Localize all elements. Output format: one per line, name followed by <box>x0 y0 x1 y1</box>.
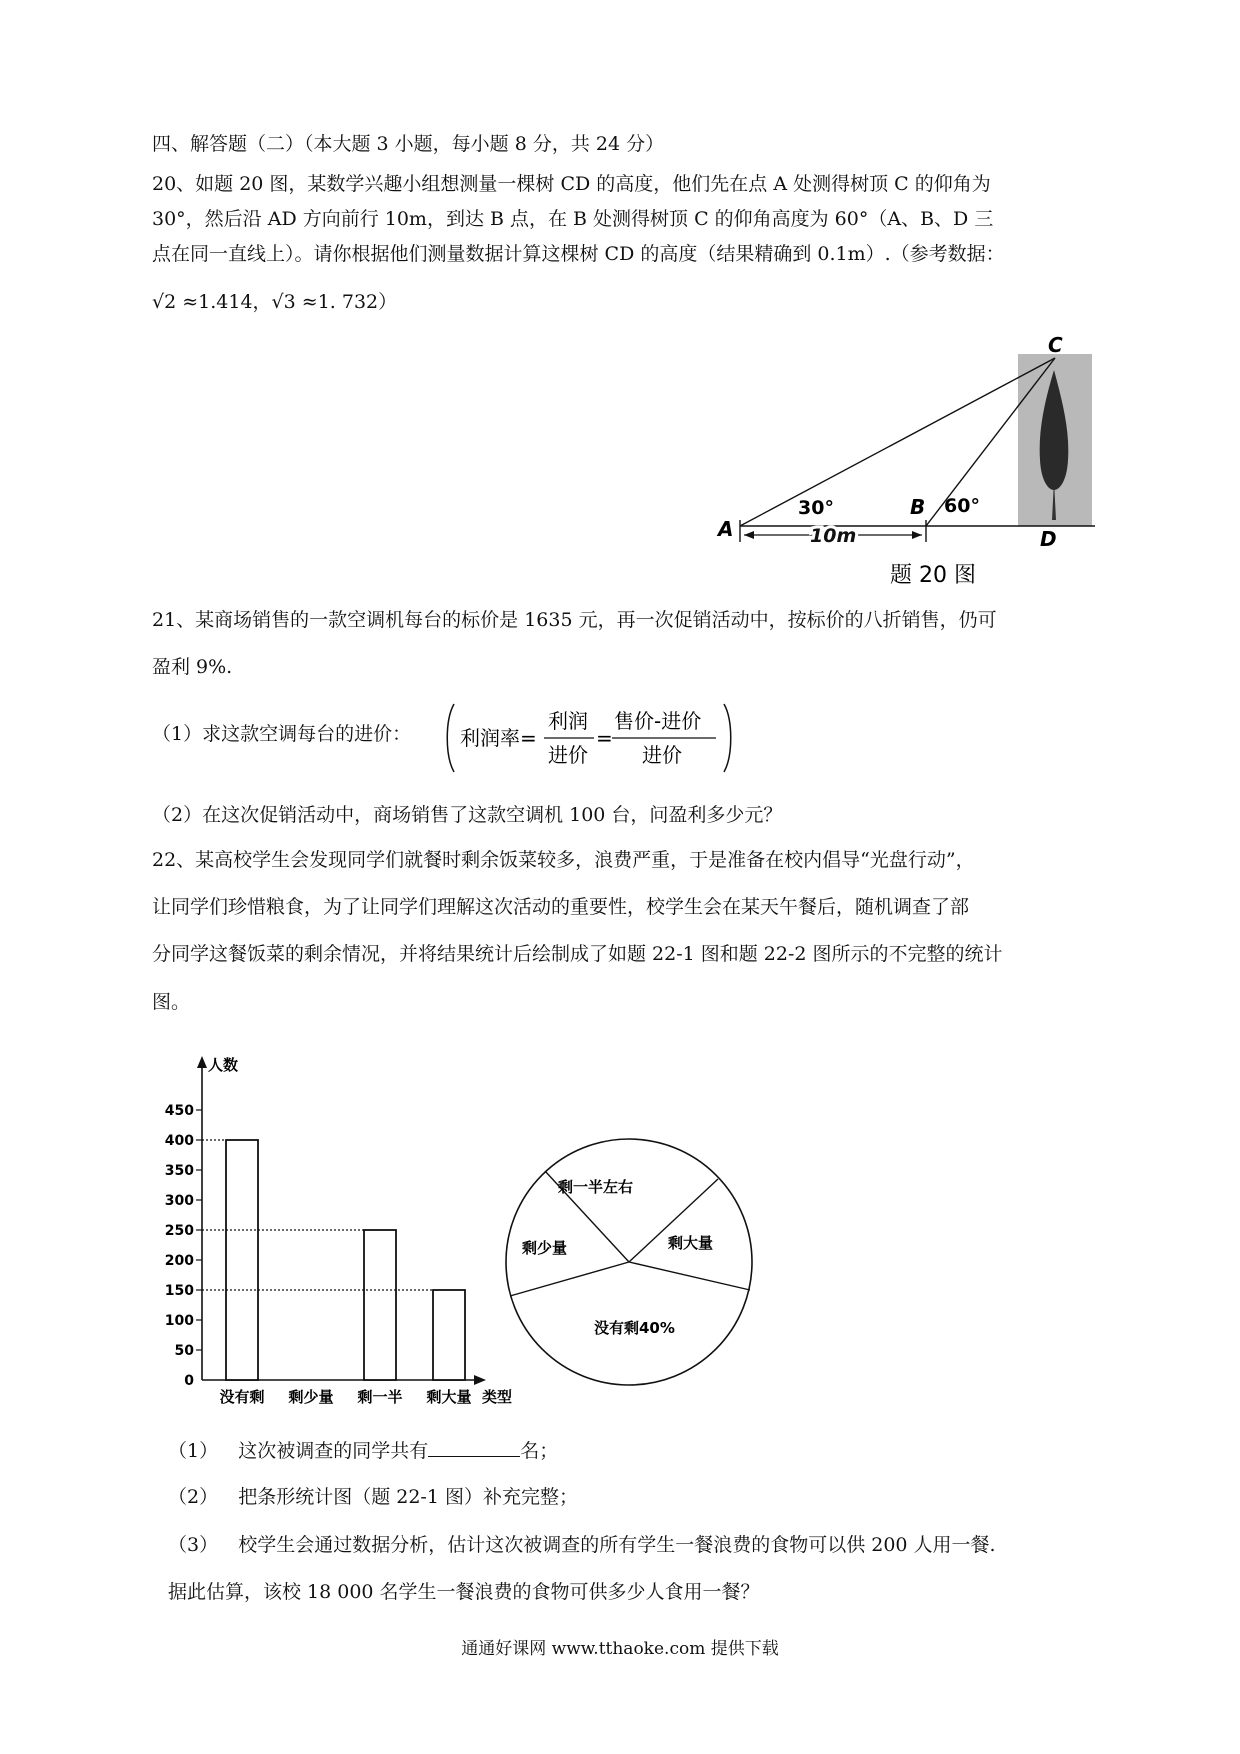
y-tick-label: 350 <box>164 1163 194 1179</box>
y-tick-label: 150 <box>164 1283 194 1299</box>
q21-line-1: 21、某商场销售的一款空调机每台的标价是 1635 元，再一次促销活动中，按标价的八折销售，仍可 <box>152 609 997 631</box>
label-d: D <box>1040 527 1057 551</box>
q22-line-2: 让同学们珍惜粮食，为了让同学们理解这次活动的重要性，校学生会在某天午餐后，随机调查了部 <box>152 896 970 918</box>
pie-label-large: 剩大量 <box>668 1234 714 1252</box>
q22-sub3-text: 校学生会通过数据分析，估计这次被调查的所有学生一餐浪费的食物可以供 200 人用一餐. <box>238 1534 996 1556</box>
formula-den1: 进价 <box>548 743 588 767</box>
pie-divider-3 <box>629 1262 750 1290</box>
q22-sub2-text: 把条形统计图（题 22-1 图）补充完整； <box>238 1486 578 1508</box>
q20-line-1: 20、如题 20 图，某数学兴趣小组想测量一棵树 CD 的高度，他们先在点 A 处测得树顶 C 的仰角为 <box>152 173 991 195</box>
q22-sub1-post: 名； <box>520 1440 559 1462</box>
y-tick-label: 250 <box>164 1223 194 1239</box>
x-tick-label: 剩一半 <box>357 1388 403 1406</box>
y-tick-label: 400 <box>164 1133 194 1149</box>
pie-label-none: 没有剩40% <box>594 1319 675 1337</box>
right-paren <box>724 704 731 772</box>
x-tick-label: 剩大量 <box>426 1388 472 1406</box>
q22-sub1-pre: 这次被调查的同学共有 <box>238 1440 429 1462</box>
y-tick-label: 100 <box>164 1313 194 1329</box>
y-tick-label: 50 <box>174 1343 194 1359</box>
pie-chart <box>500 1130 770 1405</box>
label-b: B <box>910 495 926 519</box>
sight-line-a <box>740 358 1055 526</box>
formula-den2: 进价 <box>642 743 682 767</box>
q22-sub2 <box>168 1485 578 1509</box>
q22-sub3-cont: 据此估算，该校 18 000 名学生一餐浪费的食物可供多少人食用一餐？ <box>168 1581 760 1603</box>
y-tick-label: 300 <box>164 1193 194 1209</box>
formula-lhs: 利润率= <box>460 726 537 750</box>
profit-formula <box>444 700 734 776</box>
label-a: A <box>718 517 734 541</box>
y-axis-arrow <box>197 1056 207 1068</box>
q20-line-3: 点在同一直线上）。请你根据他们测量数据计算这棵树 CD 的高度（结果精确到 0.1m）.（参考数据： <box>152 243 1005 265</box>
y-tick-label: 0 <box>184 1373 194 1389</box>
q21-part-1: （1）求这款空调每台的进价： <box>152 723 412 745</box>
formula-num1: 利润 <box>548 709 588 733</box>
q22-sub3-num: （3） <box>168 1534 219 1556</box>
bar <box>364 1230 396 1380</box>
x-axis-arrow <box>474 1375 486 1385</box>
formula-eq: = <box>596 726 613 750</box>
q21-line-2: 盈利 9%. <box>152 656 233 678</box>
q22-line-3: 分同学这餐饭菜的剩余情况，并将结果统计后绘制成了如题 22-1 图和题 22-2 图所示的不完整的统计 <box>152 943 1003 965</box>
pie-divider-4 <box>510 1262 629 1296</box>
label-c: C <box>1048 333 1063 357</box>
q22-line-4: 图。 <box>152 991 191 1013</box>
q22-sub1 <box>168 1438 558 1463</box>
q22-sub1-num: （1） <box>168 1440 219 1462</box>
q20-figure <box>700 330 1120 592</box>
y-tick-label: 450 <box>164 1103 194 1119</box>
y-axis-label: 人数 <box>208 1056 239 1074</box>
q20-line-4: √2 ≈1.414，√3 ≈1. 732） <box>152 291 398 313</box>
pie-label-small: 剩少量 <box>522 1239 568 1257</box>
angle-b-label: 60° <box>944 495 980 517</box>
y-tick-label: 200 <box>164 1253 194 1269</box>
footer: 通通好课网 www.tthaoke.com 提供下载 <box>461 1639 779 1659</box>
x-tick-label: 剩少量 <box>288 1388 334 1406</box>
q20-caption: 题 20 图 <box>890 563 976 588</box>
x-tick-label: 没有剩 <box>219 1388 265 1406</box>
left-paren <box>447 704 454 772</box>
x-axis-label: 类型 <box>482 1388 513 1406</box>
formula-num2: 售价-进价 <box>614 709 702 733</box>
bar <box>226 1140 258 1380</box>
bar <box>433 1290 465 1380</box>
bar-chart <box>160 1050 530 1410</box>
q22-sub2-num: （2） <box>168 1486 219 1508</box>
q22-sub3 <box>168 1533 996 1557</box>
section-title: 四、解答题（二）（本大题 3 小题，每小题 8 分，共 24 分） <box>152 133 665 155</box>
angle-a-label: 30° <box>798 497 834 519</box>
answer-blank[interactable] <box>428 1438 520 1457</box>
q20-line-2: 30°，然后沿 AD 方向前行 10m，到达 B 点，在 B 处测得树顶 C 的仰角高度为 60°（A、B、D 三 <box>152 208 994 230</box>
q22-line-1: 22、某高校学生会发现同学们就餐时剩余饭菜较多，浪费严重，于是准备在校内倡导“光盘行动”， <box>152 849 975 871</box>
q21-part-2: （2）在这次促销活动中，商场销售了这款空调机 100 台，问盈利多少元？ <box>152 804 783 826</box>
distance-label: 10m <box>810 525 857 547</box>
pie-label-half: 剩一半左右 <box>558 1178 634 1196</box>
